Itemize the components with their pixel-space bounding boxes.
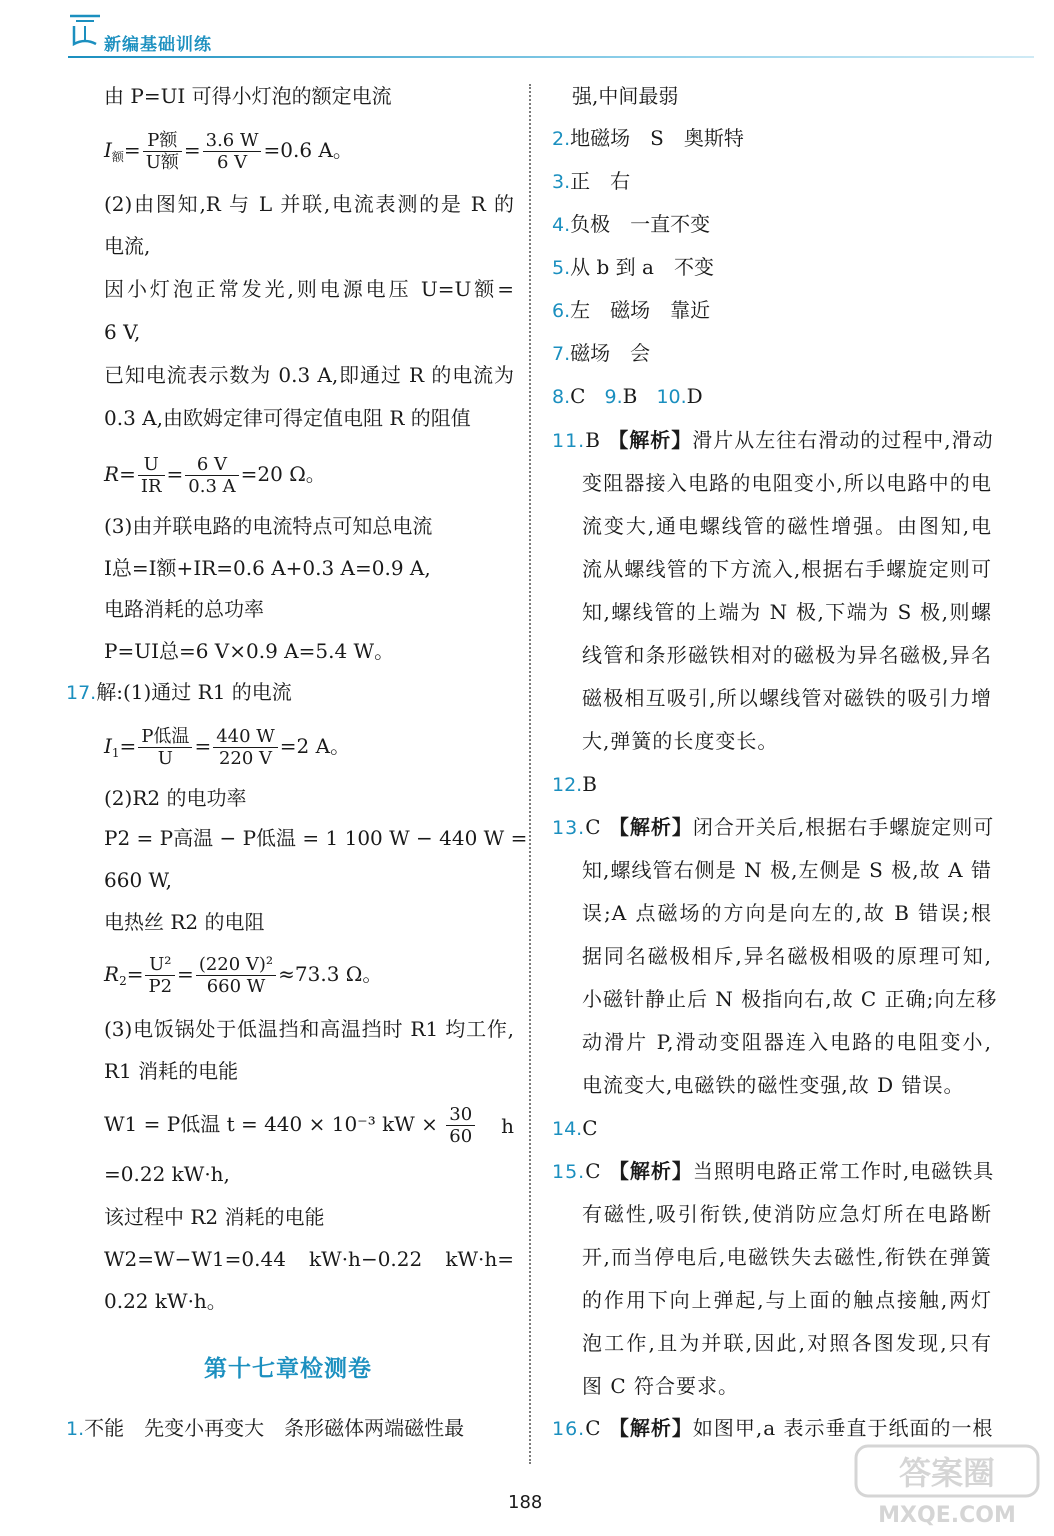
answer-text: 不能 先变小再变大 条形磁体两端磁性最 xyxy=(84,1416,465,1440)
answer-text: B xyxy=(622,384,638,408)
question-number: 8. xyxy=(552,386,571,408)
frac-num: P低温 xyxy=(138,726,192,748)
analysis-text: 图 C 符合要求。 xyxy=(582,1374,740,1398)
analysis-text: 有磁性,吸引衔铁,使消防应急灯所在电路断 xyxy=(582,1202,992,1226)
text-line: W2=W−W1=0.44 kW·h−0.22 kW·h= xyxy=(104,1247,514,1271)
frac-den: 660 W xyxy=(206,976,266,997)
frac-num: U² xyxy=(145,954,175,976)
answer-text: 地磁场 S 奥斯特 xyxy=(570,126,744,150)
watermark-en: MXQE.COM xyxy=(878,1503,1016,1528)
header-rule xyxy=(68,56,1034,58)
answer-letter: C xyxy=(582,1116,598,1140)
text-line: =0.22 kW·h, xyxy=(104,1162,230,1186)
analysis-text: 误;A 点磁场的方向是向左的,故 B 错误;根 xyxy=(582,901,992,925)
frac-den: 0.3 A xyxy=(188,476,236,497)
question-11 xyxy=(552,426,992,455)
question-13 xyxy=(552,813,995,842)
page-number: 188 xyxy=(508,1492,543,1513)
text-line: 强,中间最弱 xyxy=(572,84,679,108)
frac-den: U额 xyxy=(145,152,179,173)
formula-result: =0.6 A。 xyxy=(263,138,353,162)
answer-text: 负极 一直不变 xyxy=(570,212,711,236)
watermark-logo xyxy=(852,1442,1042,1528)
analysis-text: 的作用下向上弹起,与上面的触点接触,两灯 xyxy=(582,1288,992,1312)
question-number: 16. xyxy=(552,1418,586,1440)
question-7 xyxy=(552,339,650,368)
question-number: 9. xyxy=(604,386,623,408)
analysis-text: 据同名磁极相斥,异名磁极相吸的原理可知, xyxy=(582,944,992,968)
formula-result: ≈73.3 Ω。 xyxy=(278,962,383,986)
analysis-tag: 【解析】 xyxy=(608,815,693,839)
text-line: 6 V, xyxy=(104,320,141,344)
answer-text: 从 b 到 a 不变 xyxy=(570,255,714,279)
text-line: 该过程中 R2 消耗的电能 xyxy=(104,1205,325,1229)
question-5 xyxy=(552,253,714,282)
analysis-text: 流从螺线管的下方流入,根据右手螺旋定则可 xyxy=(582,557,992,581)
question-4 xyxy=(552,210,710,239)
column-divider xyxy=(529,84,531,1464)
question-number: 5. xyxy=(552,257,571,279)
answer-text: 正 右 xyxy=(570,169,631,193)
formula-result: =20 Ω。 xyxy=(240,462,326,486)
text-line: P=UI总=6 V×0.9 A=5.4 W。 xyxy=(104,639,395,663)
question-number: 4. xyxy=(552,214,571,236)
frac-den: IR xyxy=(140,476,162,497)
analysis-text: 小磁针静止后 N 极指向右,故 C 正确;向左移 xyxy=(582,987,998,1011)
frac-den: 220 V xyxy=(218,748,273,769)
text-line: 电热丝 R2 的电阻 xyxy=(104,910,265,934)
book-logo-icon xyxy=(68,12,102,48)
question-3 xyxy=(552,167,630,196)
chapter-title: 第十七章检测卷 xyxy=(204,1356,372,1382)
formula-energy-r1 xyxy=(104,1104,514,1147)
question-number: 11. xyxy=(552,430,586,452)
answer-text: C xyxy=(570,384,586,408)
answer-letter: C xyxy=(585,1159,602,1183)
formula-resistance-r2: $R_2=$ $\frac{\text{U²}}{P2}$ = $\frac{\text{(220 V)²}}{660 W}$ ≈73.3 Ω。 xyxy=(104,954,383,997)
question-16 xyxy=(552,1414,992,1443)
frac-den: 6 V xyxy=(216,152,248,173)
question-14 xyxy=(552,1114,598,1143)
formula-result: =2 A。 xyxy=(279,734,351,758)
analysis-text: 动滑片 P,滑动变阻器连入电路的电阻变小, xyxy=(582,1030,992,1054)
formula-current-r1: $I_1=$ $\frac{\text{P低温}}{U}$ = $\frac{440 W}{220 V}$ =2 A。 xyxy=(104,726,351,769)
analysis-text: 开,而当停电后,电磁铁失去磁性,衔铁在弹簧 xyxy=(582,1245,992,1269)
question-15 xyxy=(552,1157,995,1186)
analysis-text: 大,弹簧的长度变长。 xyxy=(582,729,779,753)
question-number: 3. xyxy=(552,171,571,193)
text-line: 0.22 kW·h。 xyxy=(104,1289,227,1313)
questions-8-10 xyxy=(552,382,703,411)
text-line: 因小灯泡正常发光,则电源电压 U=U额= xyxy=(104,277,514,301)
question-number: 17. xyxy=(66,682,97,704)
frac-den: 60 xyxy=(449,1126,473,1147)
frac-den: U xyxy=(157,748,173,769)
question-1 xyxy=(66,1414,510,1443)
text-line: 解:(1)通过 R1 的电流 xyxy=(96,680,292,704)
answer-text: 左 磁场 靠近 xyxy=(570,298,711,322)
analysis-tag: 【解析】 xyxy=(608,428,693,452)
watermark-cn: 答案圈 xyxy=(898,1454,996,1492)
analysis-text: 当照明电路正常工作时,电磁铁具 xyxy=(692,1159,995,1183)
frac-num: 30 xyxy=(446,1104,475,1126)
question-12 xyxy=(552,770,597,799)
text-line: 已知电流表示数为 0.3 A,即通过 R 的电流为 xyxy=(104,363,514,387)
analysis-text: 线管和条形磁铁相对的磁极为异名磁极,异名 xyxy=(582,643,992,667)
frac-den: P2 xyxy=(148,976,173,997)
text-line: 电流, xyxy=(104,234,151,258)
page-header xyxy=(0,0,1054,64)
analysis-text: 泡工作,且为并联,因此,对照各图发现,只有 xyxy=(582,1331,992,1355)
frac-num: (220 V)² xyxy=(196,954,276,976)
frac-num: P额 xyxy=(143,130,182,152)
question-17 xyxy=(66,678,292,707)
answer-letter: B xyxy=(585,428,601,452)
text-line: 由 P=UI 可得小灯泡的额定电流 xyxy=(104,84,392,108)
question-number: 1. xyxy=(66,1418,85,1440)
analysis-text: 磁极相互吸引,所以螺线管对磁铁的吸引力增 xyxy=(582,686,992,710)
text-line: 0.3 A,由欧姆定律可得定值电阻 R 的阻值 xyxy=(104,406,471,430)
question-number: 15. xyxy=(552,1161,586,1183)
analysis-text: 变阻器接入电路的电阻变小,所以电路中的电 xyxy=(582,471,992,495)
answer-letter: C xyxy=(585,1416,602,1440)
analysis-text: 知,螺线管的上端为 N 极,下端为 S 极,则螺 xyxy=(582,600,992,624)
text-line: 电路消耗的总功率 xyxy=(104,597,264,621)
formula-resistance: R= $\frac{U}{IR}$ = $\frac{6 V}{0.3 A}$ =20 Ω。 xyxy=(104,454,326,497)
text-line: R1 消耗的电能 xyxy=(104,1059,239,1083)
text-line: 660 W, xyxy=(104,868,172,892)
answer-text: D xyxy=(686,384,703,408)
question-number: 12. xyxy=(552,774,583,796)
analysis-tag: 【解析】 xyxy=(608,1416,693,1440)
answer-letter: B xyxy=(582,772,597,796)
analysis-text: 流变大,通电螺线管的磁性增强。由图知,电 xyxy=(582,514,992,538)
question-number: 7. xyxy=(552,343,571,365)
frac-num: U xyxy=(138,454,165,476)
text-line: (3)电饭锅处于低温挡和高温挡时 R1 均工作, xyxy=(104,1017,514,1041)
text-line: I总=I额+IR=0.6 A+0.3 A=0.9 A, xyxy=(104,556,431,580)
analysis-text: 知,螺线管右侧是 N 极,左侧是 S 极,故 A 错 xyxy=(582,858,992,882)
question-6 xyxy=(552,296,710,325)
question-number: 10. xyxy=(656,386,687,408)
formula-rated-current: $I_额=$ $\frac{\text{P额}}{\text{U额}}$ = $\frac{3.6 W}{6 V}$ =0.6 A。 xyxy=(104,130,353,173)
analysis-text: 电流变大,电磁铁的磁性变强,故 D 错误。 xyxy=(582,1073,965,1097)
frac-num: 440 W xyxy=(213,726,278,748)
text-line: W1 = P低温 t = 440 × 10⁻³ kW × xyxy=(104,1112,438,1136)
text-line: (3)由并联电路的电流特点可知总电流 xyxy=(104,514,433,538)
analysis-tag: 【解析】 xyxy=(608,1159,693,1183)
analysis-text: 如图甲,a 表示垂直于纸面的一根 xyxy=(692,1416,994,1440)
question-number: 6. xyxy=(552,300,571,322)
answer-text: 磁场 会 xyxy=(570,341,651,365)
analysis-text: 闭合开关后,根据右手螺旋定则可 xyxy=(692,815,995,839)
answer-letter: C xyxy=(585,815,602,839)
question-2 xyxy=(552,124,744,153)
frac-num: 3.6 W xyxy=(203,130,262,152)
text-line: (2)由图知,R 与 L 并联,电流表测的是 R 的 xyxy=(104,192,514,216)
series-title: 新编基础训练 xyxy=(104,35,212,55)
unit-h: h xyxy=(501,1114,514,1138)
question-number: 2. xyxy=(552,128,571,150)
question-number: 14. xyxy=(552,1118,583,1140)
text-line: P2 = P高温 − P低温 = 1 100 W − 440 W = xyxy=(104,826,528,850)
text-line: (2)R2 的电功率 xyxy=(104,786,247,810)
question-number: 13. xyxy=(552,817,586,839)
analysis-text: 滑片从左往右滑动的过程中,滑动 xyxy=(692,428,994,452)
frac-num: 6 V xyxy=(185,454,238,476)
